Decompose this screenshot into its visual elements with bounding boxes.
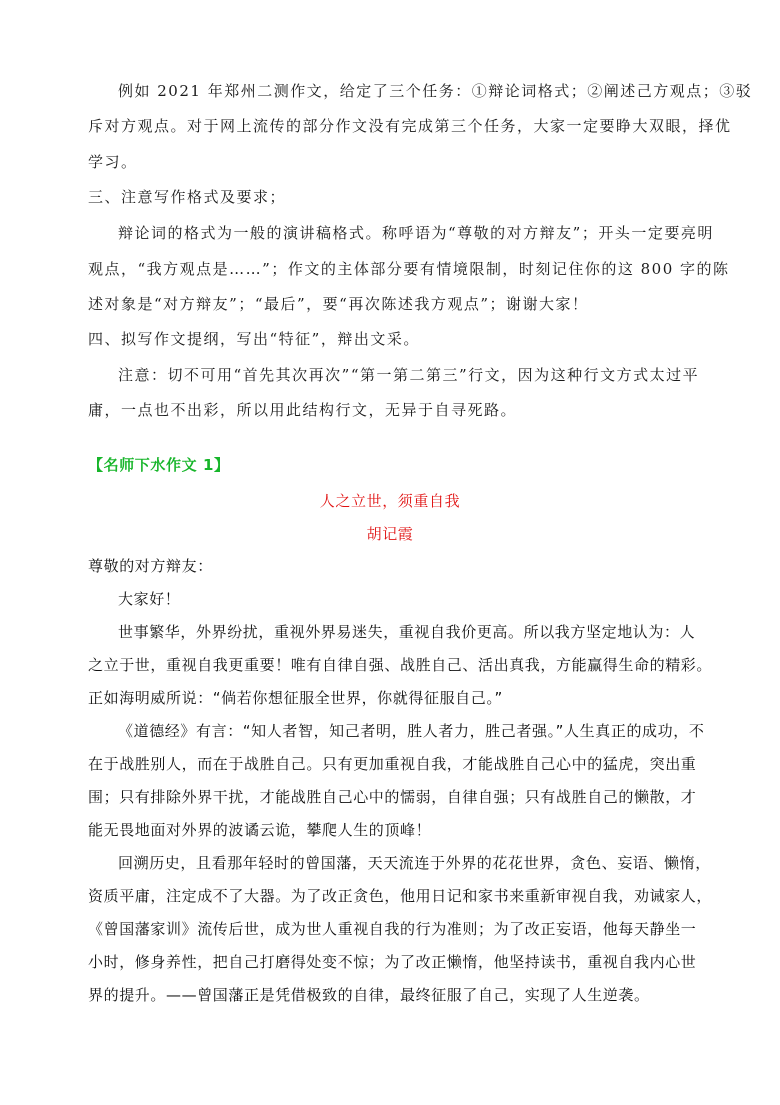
essay-greeting: 大家好！ xyxy=(118,590,181,608)
note-para-line-1: 注意：切不可用“首先其次再次”“第一第二第三”行文，因为这种行文方式太过平 xyxy=(118,366,700,384)
heading-4: 四、拟写作文提纲，写出“特征”，辩出文采。 xyxy=(88,330,420,348)
essay-para-1-line-2: 之立于世，重视自我更重要！唯有自律自强、战胜自己、活出真我，方能赢得生命的精彩。 xyxy=(88,656,713,674)
essay-para-3-line-1: 回溯历史，且看那年轻时的曾国藩，天天流连于外界的花花世界，贪色、妄语、懒惰， xyxy=(118,854,711,872)
example-para-line-2: 斥对方观点。对于网上流传的部分作文没有完成第三个任务，大家一定要睁大双眼，择优 xyxy=(88,117,732,135)
essay-para-2-line-3: 围；只有排除外界干扰，才能战胜自己心中的懦弱，自律自强；只有战胜自己的懒散，才 xyxy=(88,788,697,806)
essay-section-label: 【名师下水作文 1】 xyxy=(88,456,230,474)
essay-para-3-line-3: 《曾国藩家训》流传后世，成为世人重视自我的行为准则；为了改正妄语，他每天静坐一 xyxy=(88,920,697,938)
format-para-line-3: 述对象是“对方辩友”；“最后”，要“再次陈述我方观点”；谢谢大家！ xyxy=(88,295,589,313)
essay-para-1-line-3: 正如海明威所说：“倘若你想征服全世界，你就得征服自己。” xyxy=(88,689,503,707)
essay-para-3-line-5: 界的提升。——曾国藩正是凭借极致的自律，最终征服了自己，实现了人生逆袭。 xyxy=(88,986,650,1004)
essay-title: 人之立世，须重自我 xyxy=(319,492,461,510)
essay-para-2-line-1: 《道德经》有言：“知人者智，知己者明，胜人者力，胜己者强。”人生真正的成功，不 xyxy=(118,722,705,740)
essay-para-3-line-4: 小时，修身养性，把自己打磨得处变不惊；为了改正懒惰，他坚持读书，重视自我内心世 xyxy=(88,953,697,971)
format-para-line-2: 观点，“我方观点是……”；作文的主体部分要有情境限制，时刻记住你的这 800 字的陈 xyxy=(88,260,730,278)
example-para-line-3: 学习。 xyxy=(88,153,138,171)
essay-para-2-line-4: 能无畏地面对外界的波谲云诡，攀爬人生的顶峰！ xyxy=(88,821,432,839)
note-para-line-2: 庸，一点也不出彩，所以用此结构行文，无异于自寻死路。 xyxy=(88,401,518,419)
essay-para-1-line-1: 世事繁华，外界纷扰，重视外界易迷失，重视自我价更高。所以我方坚定地认为：人 xyxy=(118,623,696,641)
format-para-line-1: 辩论词的格式为一般的演讲稿格式。称呼语为“尊敬的对方辩友”；开头一定要亮明 xyxy=(118,224,714,242)
essay-para-2-line-2: 在于战胜别人，而在于战胜自己。只有更加重视自我，才能战胜自己心中的猛虎，突出重 xyxy=(88,755,697,773)
essay-para-3-line-2: 资质平庸，注定成不了大器。为了改正贪色，他用日记和家书来重新审视自我，劝诫家人， xyxy=(88,887,713,905)
essay-author: 胡记霞 xyxy=(366,525,414,543)
heading-3: 三、注意写作格式及要求； xyxy=(88,188,287,206)
essay-salutation: 尊敬的对方辩友： xyxy=(88,557,213,575)
example-para-line-1: 例如 2021 年郑州二测作文，给定了三个任务：①辩论词格式；②阐述己方观点；③驳 xyxy=(118,82,753,100)
